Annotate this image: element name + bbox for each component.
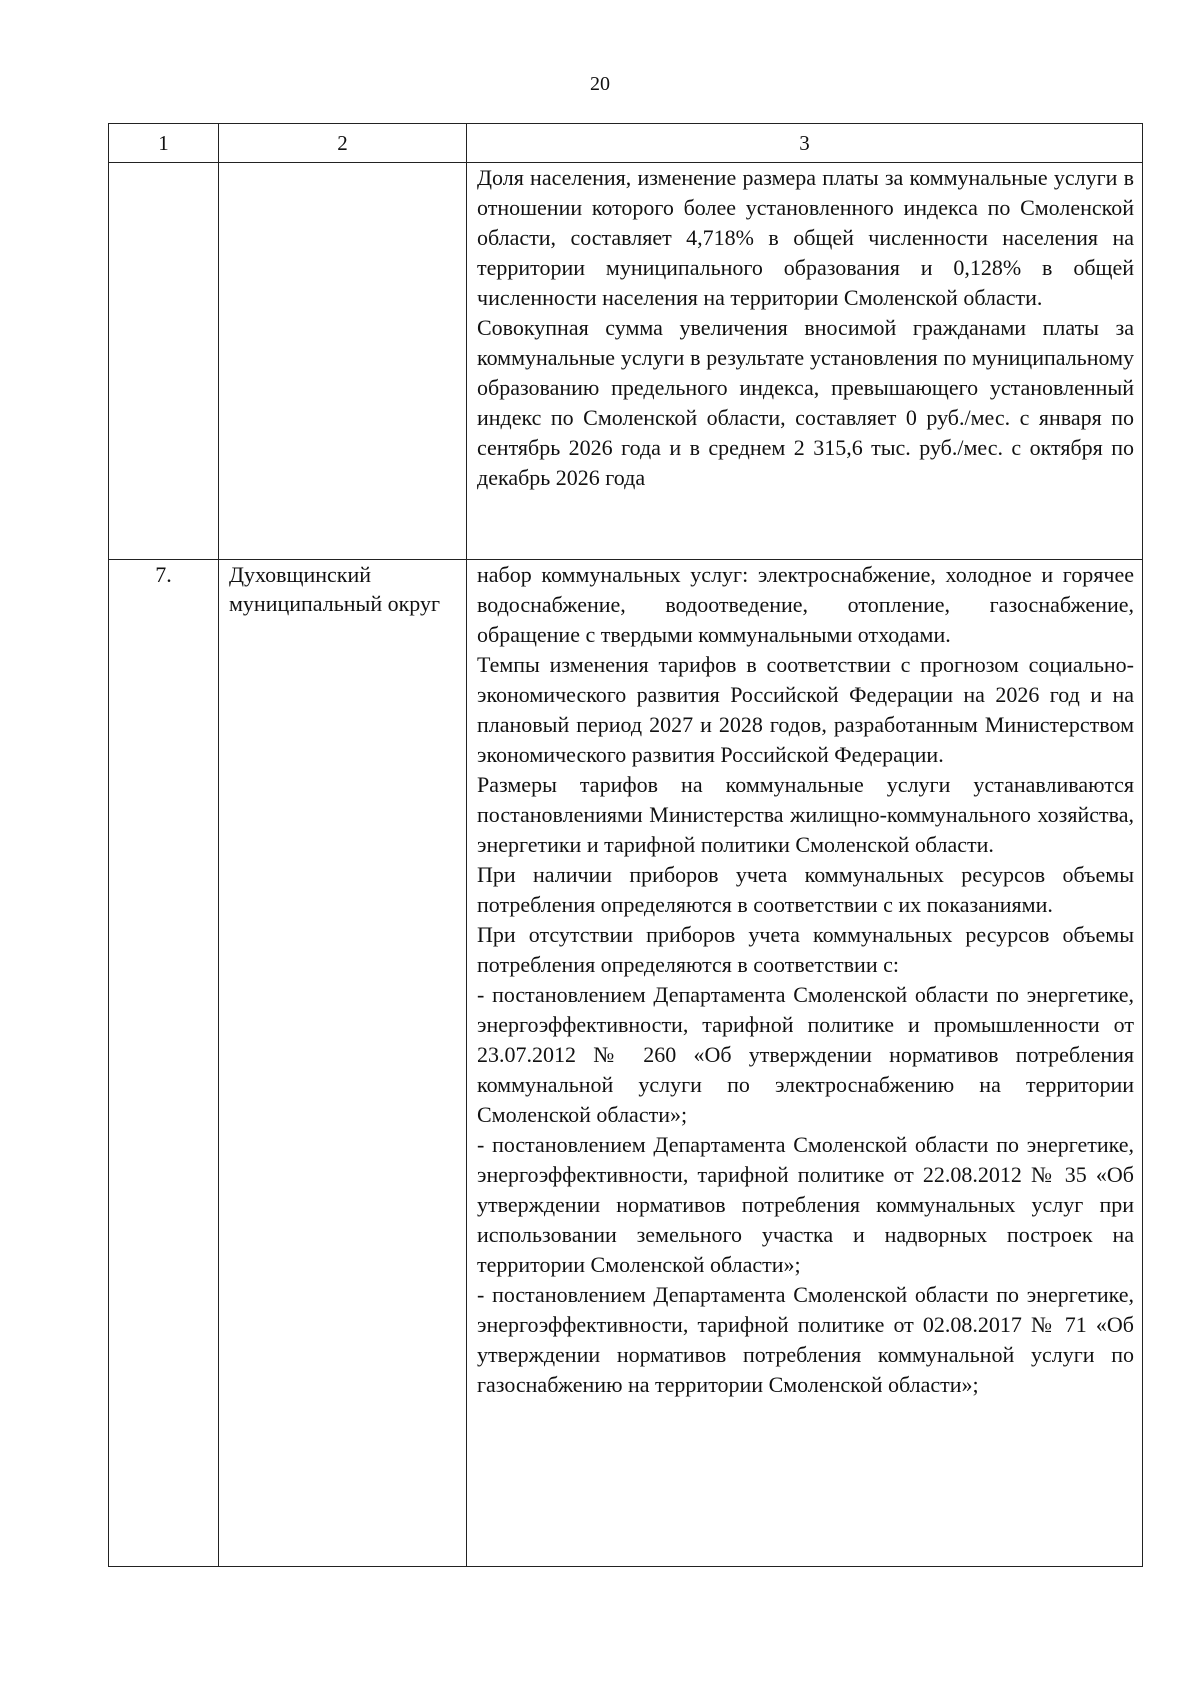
paragraph: Доля населения, изменение размера платы за коммунальные услуги в отношении которого более установленного индекса по Смоленской области, составляет 4,718% в общей численности населения на территории муниципального образования и 0,128% в общей численности населения на территории Смоленской области.: [477, 165, 1134, 310]
paragraph: - постановлением Департамента Смоленской области по энергетике, энергоэффективности, тарифной политике от 22.08.2012 № 35 «Об утверждении нормативов потребления коммунальных услуг при использовании земельного участка и надворных построек на территории Смоленской области»;: [477, 1132, 1134, 1277]
paragraph: При отсутствии приборов учета коммунальных ресурсов объемы потребления определяются в соответствии с:: [477, 922, 1134, 977]
page-number: 20: [590, 73, 610, 95]
column-header-2: 2: [219, 124, 467, 163]
row-number-cell: [109, 163, 219, 560]
row-number-cell: 7.: [109, 560, 219, 1567]
paragraph: При наличии приборов учета коммунальных ресурсов объемы потребления определяются в соответствии с их показаниями.: [477, 862, 1134, 917]
description-cell: [467, 560, 1143, 1567]
municipality-name-cell: [219, 163, 467, 560]
table-row: [109, 560, 1143, 1567]
table-header-row: [109, 124, 1143, 163]
municipality-name-cell: Духовщинский муниципальный округ: [219, 560, 467, 1567]
tariff-table: [108, 123, 1143, 1567]
description-cell: [467, 163, 1143, 560]
table-row: [109, 163, 1143, 560]
column-header-3: 3: [467, 124, 1143, 163]
paragraph: Совокупная сумма увеличения вносимой гражданами платы за коммунальные услуги в результате установления по муниципальному образованию предельного индекса, превышающего установленный индекс по Смоленской области, составляет 0 руб./мес. с января по сентябрь 2026 года и в среднем 2 315,6 тыс. руб./мес. с октября по декабрь 2026 года: [477, 315, 1134, 490]
paragraph: - постановлением Департамента Смоленской области по энергетике, энергоэффективности, тарифной политике от 02.08.2017 № 71 «Об утверждении нормативов потребления коммунальной услуги по газоснабжению на территории Смоленской области»;: [477, 1282, 1134, 1397]
column-header-1: 1: [109, 124, 219, 163]
paragraph: набор коммунальных услуг: электроснабжение, холодное и горячее водоснабжение, водоотведение, отопление, газоснабжение, обращение с твердыми коммунальными отходами.: [477, 562, 1134, 647]
paragraph: Размеры тарифов на коммунальные услуги устанавливаются постановлениями Министерства жилищно-коммунального хозяйства, энергетики и тарифной политики Смоленской области.: [477, 772, 1134, 857]
paragraph: Темпы изменения тарифов в соответствии с прогнозом социально-экономического развития Российской Федерации на 2026 год и на плановый период 2027 и 2028 годов, разработанным Министерством экономического развития Российской Федерации.: [477, 652, 1134, 767]
paragraph: - постановлением Департамента Смоленской области по энергетике, энергоэффективности, тарифной политике и промышленности от 23.07.2012 № 260 «Об утверждении нормативов потребления коммунальной услуги по электроснабжению на территории Смоленской области»;: [477, 982, 1134, 1127]
